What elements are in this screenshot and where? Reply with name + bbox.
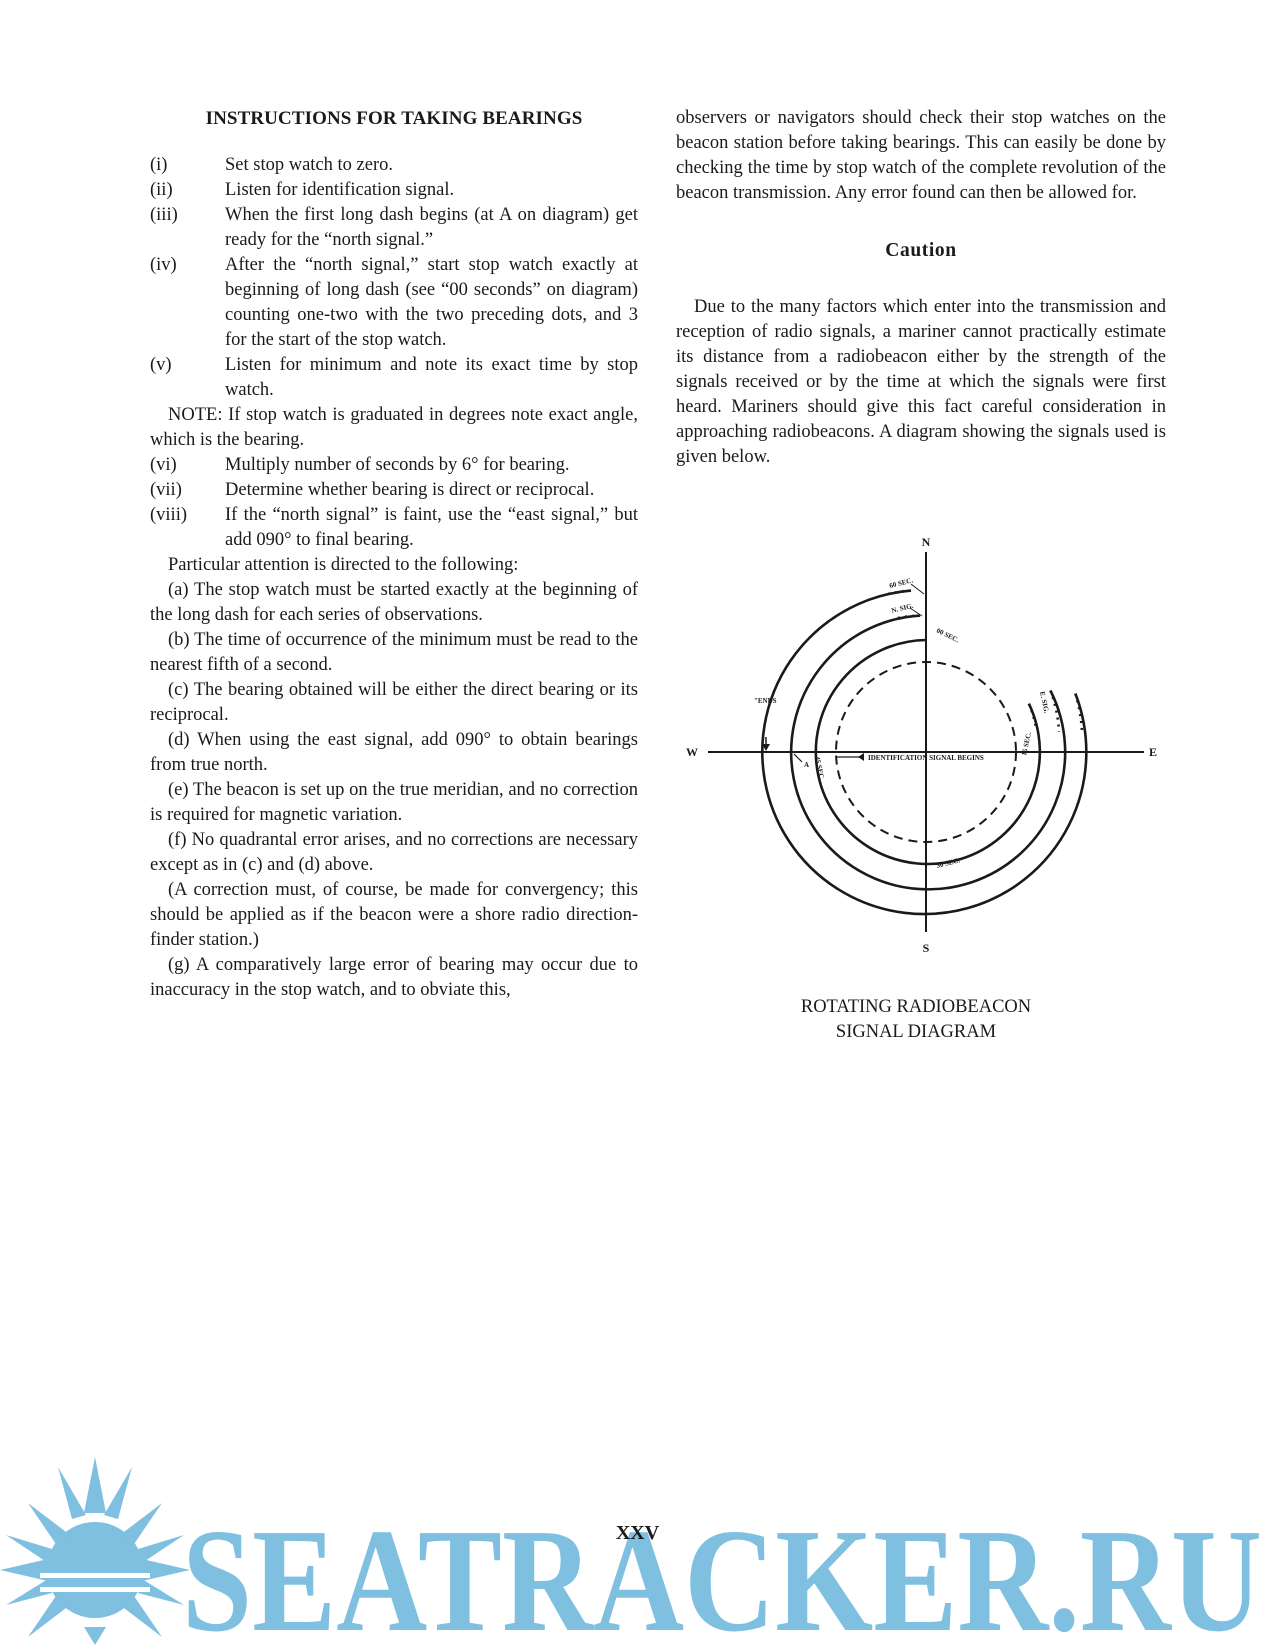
steps-list-b [150, 453, 638, 553]
step-number: (i) [150, 155, 168, 175]
step-number: (iv) [150, 255, 177, 275]
left-column [150, 106, 638, 1003]
label-45-sec: 45 SEC. [813, 755, 826, 782]
item-paragraph: (g) A comparatively large error of bearing may occur due to inaccuracy in the stop watch, and to obviate this, [150, 955, 638, 1000]
item-paragraph: (d) When using the east signal, add 090° to obtain bearings from true north. [150, 730, 638, 775]
instructions-heading: INSTRUCTIONS FOR TAKING BEARINGS [205, 108, 583, 129]
label-00-sec: 00 SEC. [935, 626, 961, 645]
a-pointer [794, 754, 802, 762]
step-text: Multiply number of seconds by 6° for bearing. [225, 455, 570, 475]
west-label: W [686, 745, 698, 759]
label-id-begins: IDENTIFICATION SIGNAL BEGINS [868, 754, 984, 762]
step-text: After the “north signal,” start stop watch exactly at beginning of long dash (see “00 seconds” on diagram) counting one-two with the two preceding dots, and 3 for the start of the stop watch. [225, 255, 638, 350]
item-paragraph: (c) The bearing obtained will be either the direct bearing or its reciprocal. [150, 680, 638, 725]
signal-diagram [686, 532, 1166, 992]
caption-line-2: SIGNAL DIAGRAM [835, 1022, 997, 1042]
item-paragraph: (A correction must, of course, be made for convergency; this should be applied as if the beacon were a shore radio direction-finder station.) [150, 880, 638, 950]
item-paragraph: (b) The time of occurrence of the minimum must be read to the nearest fifth of a second. [150, 630, 638, 675]
item-paragraph: (a) The stop watch must be started exactly at the beginning of the long dash for each series of observations. [150, 580, 638, 625]
attention-paragraph: Particular attention is directed to the following: [168, 555, 519, 575]
label-a: A [804, 761, 810, 769]
step-text: Set stop watch to zero. [225, 155, 393, 175]
step-text: Determine whether bearing is direct or reciprocal. [225, 480, 595, 500]
step-number: (iii) [150, 205, 178, 225]
step-item [150, 253, 638, 353]
label-ends: "ENDS [754, 697, 777, 705]
diagram-caption [736, 995, 1096, 1045]
sun-logo [0, 1457, 190, 1645]
label-60-sec: 60 SEC. [888, 576, 914, 590]
step-number: (vi) [150, 455, 177, 475]
step-item [150, 503, 638, 553]
step-text: Listen for identification signal. [225, 180, 455, 200]
item-paragraph: (f) No quadrantal error arises, and no corrections are necessary except as in (c) and (d) above. [150, 830, 638, 875]
step-item [150, 353, 638, 403]
caption-line-1: ROTATING RADIOBEACON [800, 997, 1032, 1017]
step-number: (viii) [150, 505, 187, 525]
note-paragraph: NOTE: If stop watch is graduated in degrees note exact angle, which is the bearing. [150, 405, 638, 450]
south-label: S [922, 941, 930, 955]
caution-paragraph: Due to the many factors which enter into the transmission and reception of radio signals, a mariner cannot practically estimate its distance from a radiobeacon either by the strength of the signals received or by the time at which the signals were first heard. Mariners should give this fact careful consideration in approaching radiobeacons. A diagram showing the signals used is given below. [676, 297, 1166, 467]
step-text: When the first long dash begins (at A on diagram) get ready for the “north signal.” [225, 205, 638, 250]
east-label: E [1149, 745, 1158, 759]
step-number: (ii) [150, 180, 173, 200]
label-n-sig: N. SIG. [890, 601, 915, 615]
step-item [150, 453, 638, 478]
item-paragraph: (e) The beacon is set up on the true meridian, and no correction is required for magnetic variation. [150, 780, 638, 825]
steps-list-a [150, 153, 638, 403]
step-item [150, 203, 638, 253]
step-item [150, 178, 638, 203]
label-e-sig: E. SIG. [1038, 690, 1051, 714]
watermark-text: SEATRACKER.RU [182, 1499, 1262, 1650]
north-label: N [921, 535, 931, 549]
step-text: Listen for minimum and note its exact time by stop watch. [225, 355, 638, 400]
label-60-leader [911, 584, 924, 594]
step-number: (vii) [150, 480, 182, 500]
right-column [676, 106, 1166, 470]
seatracker-watermark [0, 1455, 1275, 1650]
step-item [150, 153, 638, 178]
caution-heading: Caution [885, 240, 957, 261]
step-item [150, 478, 638, 503]
label-30-sec: 30 SEC. [935, 856, 961, 870]
continuation-paragraph: observers or navigators should check their stop watches on the beacon station before taking bearings. This can easily be done by checking the time by stop watch of the complete revolution of the beacon transmission. Any error found can then be allowed for. [676, 108, 1166, 203]
step-number: (v) [150, 355, 172, 375]
label-15-sec: 15 SEC. [1020, 731, 1033, 757]
step-text: If the “north signal” is faint, use the “east signal,” but add 090° to final bearing. [225, 505, 638, 550]
page-number: XXV [615, 1522, 660, 1544]
id-arrowhead [858, 753, 864, 761]
